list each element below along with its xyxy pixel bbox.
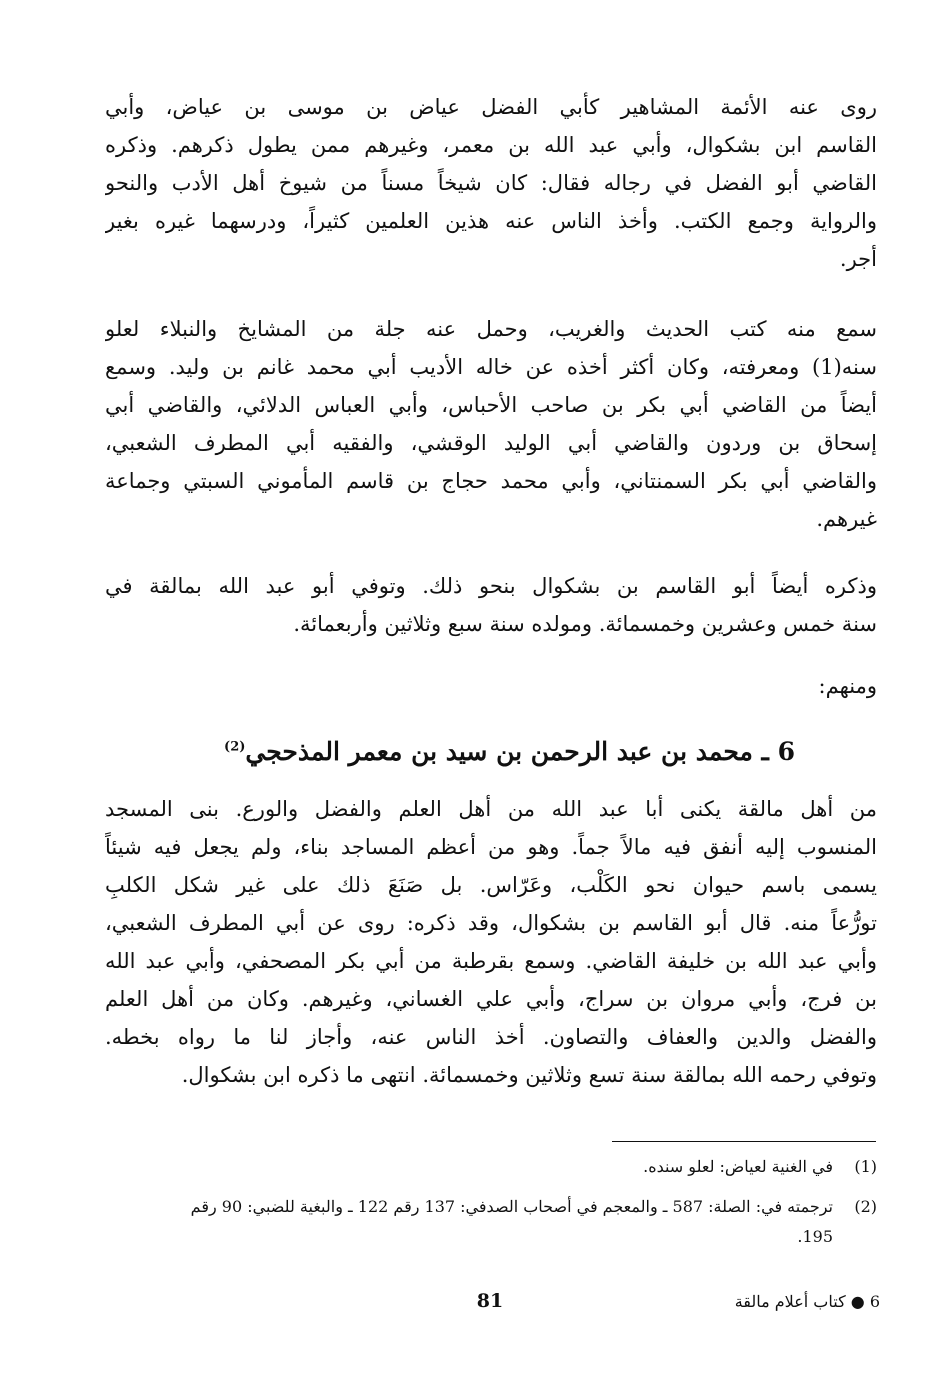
entry-heading xyxy=(105,732,795,772)
heading-footnote-ref: (2) xyxy=(224,739,246,755)
text-line: والرواية وجمع الكتب. وأخذ الناس عنه هذين العلمين كثيراً، ودرسهما غيره بغير xyxy=(105,209,877,233)
paragraph-1 xyxy=(105,88,877,278)
text-line: أجر. xyxy=(839,247,877,271)
heading-text: 6 ـ محمد بن عبد الرحمن بن سيد بن معمر المذحجي xyxy=(245,737,795,766)
text-line: والقاضي أبي بكر السمنتاني، وأبي محمد حجاج بن قاسم المأموني السبتي وجماعة xyxy=(105,469,877,493)
paragraph-4 xyxy=(105,667,877,705)
text-line: يسمى باسم حيوان نحو الكَلْب، وعَرّاس. بل صَنَعَ ذلك على غير شكل الكلبِ xyxy=(105,873,877,897)
text-line: ومنهم: xyxy=(818,674,877,698)
footnote-text: 195. xyxy=(797,1227,833,1246)
text-line: إسحاق بن وردون والقاضي أبي الوليد الوقشي، والفقيه أبي المطرف الشعبي، xyxy=(105,431,877,455)
running-footer: 6 ● كتاب أعلام مالقة xyxy=(734,1292,880,1311)
text-line: غيرهم. xyxy=(816,507,877,531)
paragraph-2 xyxy=(105,310,877,538)
text-line: من أهل مالقة يكنى أبا عبد الله من أهل العلم والفضل والورع. بنى المسجد xyxy=(105,797,877,821)
paragraph-3 xyxy=(105,567,877,643)
text-line: سنه(1) ومعرفته، وكان أكثر أخذه عن خاله الأديب أبي محمد غانم بن وليد. وسمع xyxy=(105,355,877,379)
footnote-2 xyxy=(105,1192,877,1222)
paragraph-5 xyxy=(105,790,877,1094)
footnote-text: في الغنية لعياض: لعلو سنده. xyxy=(643,1157,833,1176)
page-number: 81 xyxy=(476,1290,504,1312)
text-line: وذكره أيضاً أبو القاسم بن بشكوال بنحو ذلك. وتوفي أبو عبد الله بمالقة في xyxy=(105,574,877,598)
text-line: سمع منه كتب الحديث والغريب، وحمل عنه جلة من المشايخ والنبلاء لعلو xyxy=(105,317,877,341)
text-line: القاسم ابن بشكوال، وأبي عبد الله بن معمر، وغيرهم ممن يطول ذكرهم. وذكره xyxy=(105,133,877,157)
text-line: القاضي أبو الفضل في رجاله فقال: كان شيخاً مسناً من شيوخ أهل الأدب والنحو xyxy=(105,171,877,195)
text-line: سنة خمس وعشرين وخمسمائة. ومولده سنة سبع وثلاثين وأربعمائة. xyxy=(293,612,877,636)
text-line: وأبي عبد الله بن خليفة القاضي. وسمع بقرطبة من أبي بكر المصحفي، وأبي عبد الله xyxy=(105,949,877,973)
footnote-number: (2) xyxy=(854,1197,877,1216)
text-line: روى عنه الأئمة المشاهير كأبي الفضل عياض بن موسى بن عياض، وأبي xyxy=(105,95,877,119)
footnote-number: (1) xyxy=(854,1157,877,1176)
text-line: والفضل والدين والعفاف والتصاون. أخذ الناس عنه، وأجاز لنا ما رواه بخطه. xyxy=(105,1025,877,1049)
footnote-divider xyxy=(612,1141,876,1142)
text-line: تورُّعاً منه. قال أبو القاسم بن بشكوال، وقد ذكره: روى عن أبي المطرف الشعبي، xyxy=(105,911,877,935)
text-line: بن فرج، وأبي مروان بن سراج، وأبي علي الغساني، وغيرهم. وكان من أهل العلم xyxy=(105,987,877,1011)
footnote-2-continued xyxy=(105,1222,833,1252)
text-line: أيضاً من القاضي أبي بكر بن صاحب الأحباس، وأبي العباس الدلائي، والقاضي أبي xyxy=(105,393,877,417)
text-line: المنسوب إليه أنفق فيه مالاً جماً. وهو من أعظم المساجد بناء، ولم يجعل فيه شيئاً xyxy=(105,835,877,859)
footnote-1 xyxy=(105,1152,877,1182)
text-line: وتوفي رحمه الله بمالقة سنة تسع وثلاثين وخمسمائة. انتهى ما ذكره ابن بشكوال. xyxy=(181,1063,877,1087)
footnote-text: ترجمته في: الصلة: 587 ـ والمعجم في أصحاب الصدفي: 137 رقم 122 ـ والبغية للضبي: 90 رقم xyxy=(190,1197,833,1216)
